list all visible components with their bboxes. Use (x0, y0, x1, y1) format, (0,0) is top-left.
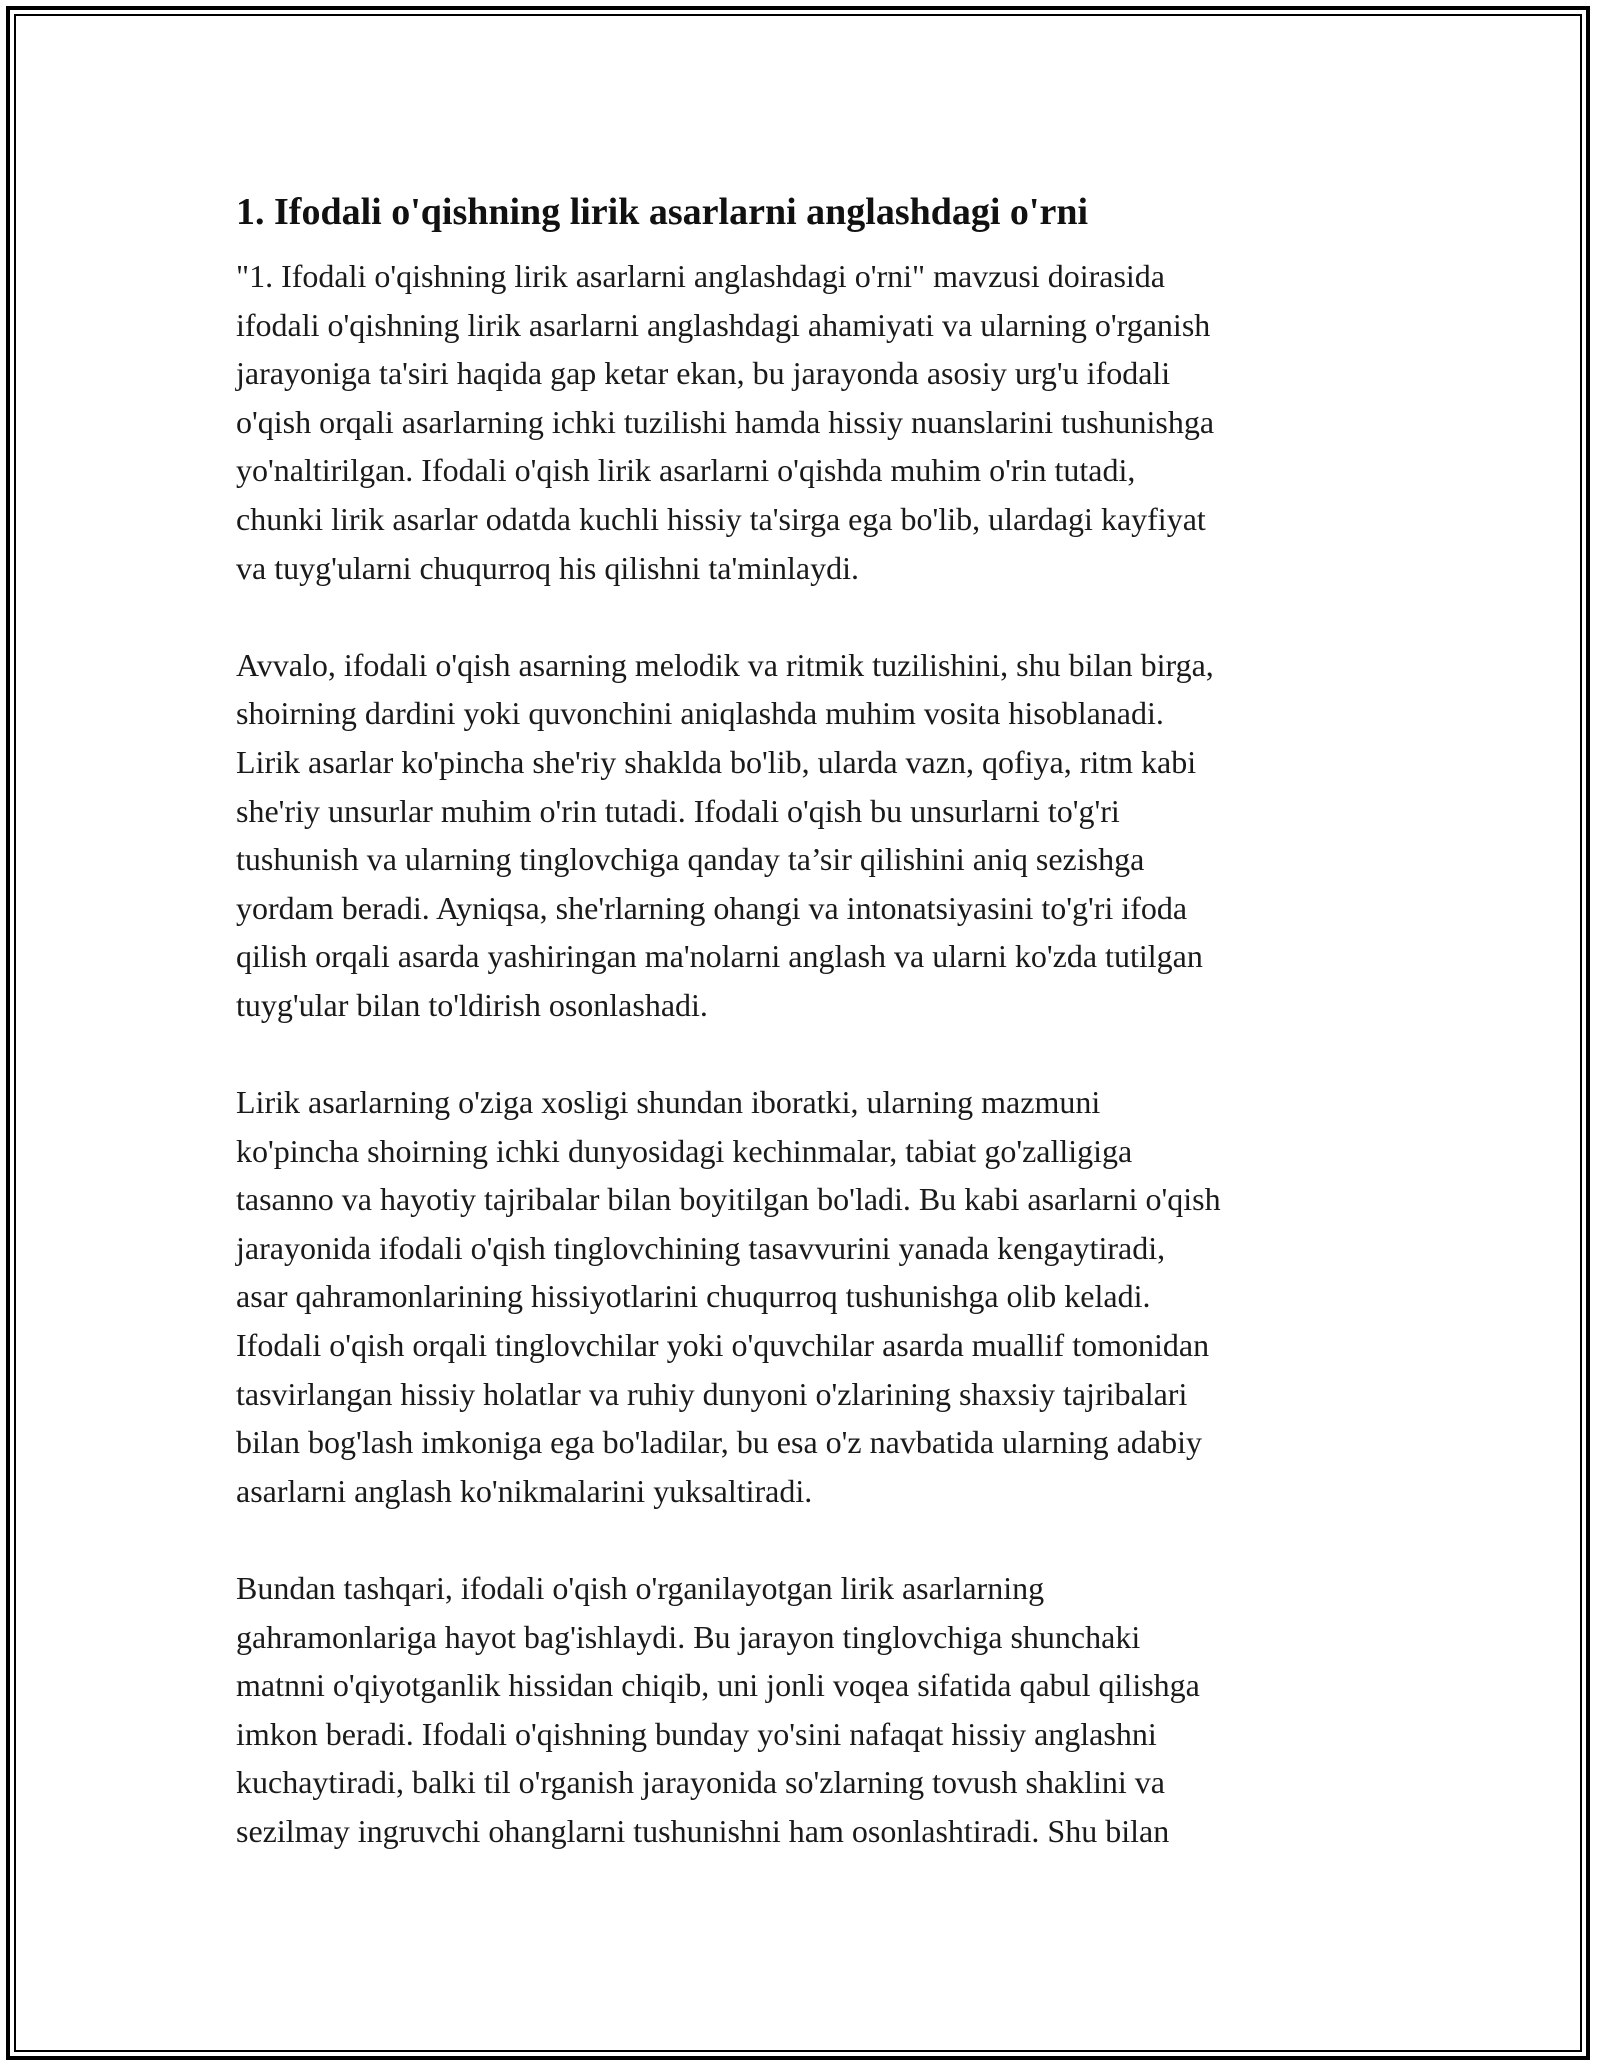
text-line: tasvirlangan hissiy holatlar va ruhiy dunyoni o'zlarining shaxsiy tajribalari (236, 1375, 1188, 1412)
text-line: ifodali o'qishning lirik asarlarni anglashdagi ahamiyati va ularning o'rganish (236, 306, 1211, 343)
text-line: Avvalo, ifodali o'qish asarning melodik va ritmik tuzilishini, shu bilan birga, (236, 646, 1214, 683)
text-line: o'qish orqali asarlarning ichki tuzilishi hamda hissiy nuanslarini tushunishga (236, 403, 1215, 440)
section-heading: 1. Ifodali o'qishning lirik asarlarni anglashdagi o'rni (236, 191, 1089, 233)
text-line: sezilmay ingruvchi ohanglarni tushunishni ham osonlashtiradi. Shu bilan (236, 1813, 1170, 1849)
text-line: chunki lirik asarlar odatda kuchli hissiy ta'sirga ega bo'lib, ulardagi kayfiyat (236, 500, 1206, 537)
text-line: ko'pincha shoirning ichki dunyosidagi kechinmalar, tabiat go'zalligiga (236, 1132, 1133, 1169)
text-line: gahramonlariga hayot bag'ishlaydi. Bu jarayon tinglovchiga shunchaki (236, 1618, 1141, 1655)
text-line: tushunish va ularning tinglovchiga qanday ta’sir qilishini aniq sezishga (236, 841, 1145, 878)
text-line: shoirning dardini yoki quvonchini aniqlashda muhim vosita hisoblanadi. (236, 695, 1164, 732)
paragraph-2 (236, 641, 1366, 1030)
text-line: bilan bog'lash imkoniga ega bo'ladilar, bu esa o'z navbatida ularning adabiy (236, 1424, 1202, 1461)
text-line: Bundan tashqari, ifodali o'qish o'rganilayotgan lirik asarlarning (236, 1570, 1045, 1607)
paragraph-3 (236, 1078, 1366, 1515)
text-line: Lirik asarlarning o'ziga xosligi shundan iboratki, ularning mazmuni (236, 1084, 1101, 1121)
text-line: matnni o'qiyotganlik hissidan chiqib, uni jonli voqea sifatida qabul qilishga (236, 1667, 1200, 1704)
text-line: yo'naltirilgan. Ifodali o'qish lirik asarlarni o'qishda muhim o'rin tutadi, (236, 452, 1136, 489)
text-line: she'riy unsurlar muhim o'rin tutadi. Ifodali o'qish bu unsurlarni to'g'ri (236, 792, 1120, 829)
text-line: asar qahramonlarining hissiyotlarini chuqurroq tushunishga olib keladi. (236, 1278, 1151, 1315)
text-line: jarayoniga ta'siri haqida gap ketar ekan, bu jarayonda asosiy urg'u ifodali (236, 355, 1171, 392)
text-line: kuchaytiradi, balki til o'rganish jarayonida so'zlarning tovush shaklini va (236, 1764, 1165, 1801)
text-line: yordam beradi. Ayniqsa, she'rlarning ohangi va intonatsiyasini to'g'ri ifoda (236, 889, 1188, 926)
text-line: "1. Ifodali o'qishning lirik asarlarni anglashdagi o'rni" mavzusi doirasida (236, 258, 1165, 294)
paragraph-4 (236, 1564, 1366, 1856)
text-line: tasanno va hayotiy tajribalar bilan boyitilgan bo'ladi. Bu kabi asarlarni o'qish (236, 1181, 1221, 1218)
text-line: jarayonida ifodali o'qish tinglovchining tasavvurini yanada kengaytiradi, (236, 1229, 1166, 1266)
document-body (236, 186, 1366, 1904)
text-line: Lirik asarlar ko'pincha she'riy shaklda bo'lib, ularda vazn, qofiya, ritm kabi (236, 743, 1197, 780)
text-line: qilish orqali asarda yashiringan ma'nolarni anglash va ularni ko'zda tutilgan (236, 938, 1203, 975)
text-line: Ifodali o'qish orqali tinglovchilar yoki o'quvchilar asarda muallif tomonidan (236, 1327, 1210, 1364)
text-line: va tuyg'ularni chuqurroq his qilishni ta'minlaydi. (236, 549, 859, 586)
text-line: asarlarni anglash ko'nikmalarini yuksaltiradi. (236, 1472, 813, 1509)
text-line: tuyg'ular bilan to'ldirish osonlashadi. (236, 986, 708, 1023)
text-line: imkon beradi. Ifodali o'qishning bunday yo'sini nafaqat hissiy anglashni (236, 1715, 1157, 1752)
paragraph-1 (236, 252, 1366, 592)
